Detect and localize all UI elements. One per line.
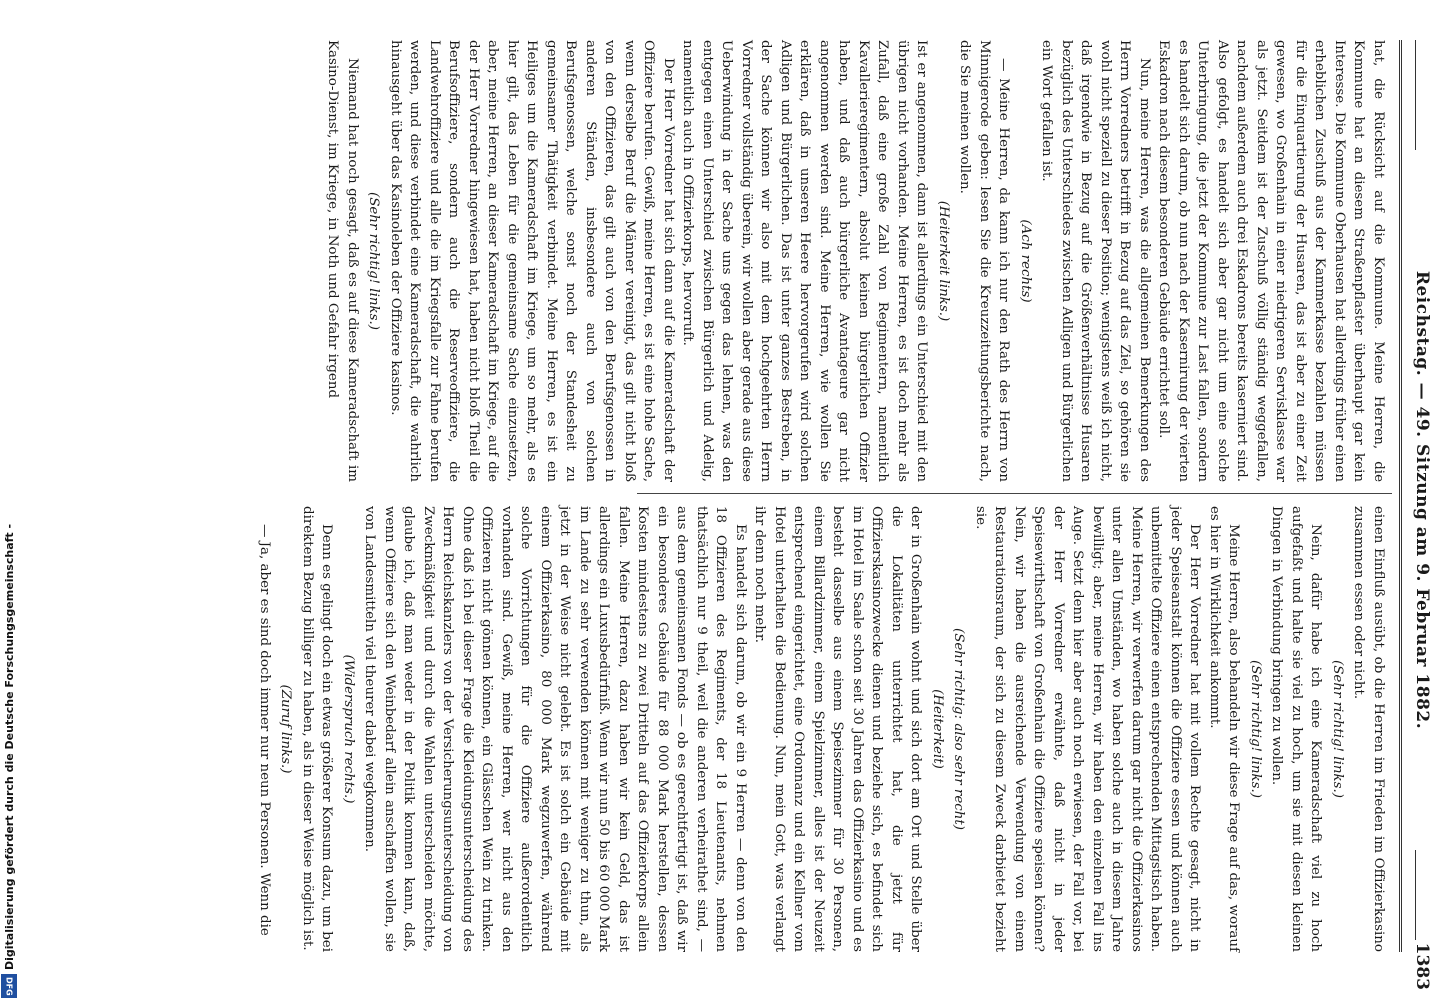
column-divider [637,493,1392,494]
interjection: (Heiterkeit links.) [936,200,951,322]
paragraph: Niemand hat noch gesagt, daß es auf diese Kameradschaft im Kasino-Dienst, im Kriege, in Noth und Gefahr irgend [325,40,360,482]
credit-strip [0,0,20,1000]
header-rule-left [1415,40,1416,150]
interjection: (Sehr richtig! links.) [366,192,382,330]
text-column-right [255,506,1389,952]
page-number: 1383 [1412,942,1432,990]
interjection: (Heiterkeit) [930,689,945,769]
header-rule [1399,40,1402,952]
interjection: (Sehr richtig! links.) [1248,660,1263,798]
paragraph: Meine Herren, also behandeln wir diese Frage auf das, worauf es hier in Wirklichkeit ankommt. [1207,506,1242,952]
paragraph: — Ja, aber es sind doch immer nur neun Personen. Wenn die [257,524,272,936]
paragraph: Es handelt sich darum, ob wir ein 9 Herren — denn von den 18 Offizieren des Regiments, der 18 Lieutenants, nehmen thatsächlich nur 9 theil, weil die anderen verheirathet sind, — aus dem gemeinsamen Fonds — ob es gerechtfertigt ist, daß wir ein besonderes Gebäude für 88 000 Mark herstellen, dessen Kosten mindestens zu zwei Dritteln auf das Offizierkorps allein fallen. Meine Herren, dazu haben wir kein Geld, das ist allerdings ein Luxusbedürfniß. Wenn wir nun 50 bis 60 000 Mark im Lande zu sehr verwenden können mit weniger zu thun, als jetzt in der Weise nicht gelebt. Es ist solch ein Gebäude mit einem Offizierkasino, 80 000 Mark wegzuwerfen, während solche Vorrichtungen für die Offiziere außerordentlich vorhanden sind. Gewiß, meine Herren, wer nicht aus den Offizieren nicht gönnen können, ein Glässchen Wein zu trinken. Ohne daß ich bei dieser Frage die Kleidungsunterscheidung des Herrn Reichskanzlers von der Versicherungsunterscheidung von Zweckmäßigkeit und durch die Wahlen unterscheiden möchte, glaube ich, daß man weder in der Politik kommen kann, daß, wenn Offiziere sich den Weinbedarf allein anschaffen wollen, sie von Landesmitteln viel theurer dabei wegkommen. [362,506,748,952]
paragraph: — Meine Herren, da kann ich nur den Rath des Herrn von Minnigerode geben: lesen Sie die Kreuzzeitungsberichte nach, die Sie meinen wollen. [957,40,1012,482]
digitization-credit: Digitalisierung gefördert durch die Deutsche Forschungsgemeinschaft - [3,523,16,970]
paragraph: der in Großenhain wohnt und sich dort am Ort und Stelle über die Lokalitäten unterrichtet hat, die jetzt für Offizierskasinozwecke dienen und beziehe sich, es befindet sich im Hotel im Saale schon seit 30 Jahren das Offizierkasino und es besteht dasselbe aus einem Speisezimmer für 30 Personen, einem Billardzimmer, einem Spielzimmer, alles ist der Neuzeit entsprechend eingerichtet, eine Ordonnanz und ein Kellner vom Hotel unterhalten die Bedienung. Nun, mein Gott, was verlangt ihr denn noch mehr. [752,506,924,952]
paragraph: Nein, dafür habe ich eine Kameradschaft viel zu hoch aufgefaßt und halte sie viel zu hoch, um sie mit diesen kleinen Dingen in Verbindung bringen zu wollen. [1269,506,1324,952]
paragraph: einen Einfluß ausübt, ob die Herren im Frieden im Offizierkasino zusammen essen oder nicht. [1351,506,1386,952]
header-rule-right [1415,850,1416,940]
paragraph: hat, die Rücksicht auf die Kommune. Meine Herren, die Kommune hat an diesem Straßenpflaster überhaupt gar kein Interesse. Die Kommune Oberhausen hat allerdings früher einen erheblichen Zuschuß aus der Kammerkasse bezahlen müssen für die Einquartierung der Husaren, das ist aber zu einer Zeit gewesen, wo Großenhain in einer niedrigeren Servisklasse war als jetzt. Seitdem ist der Zuschuß völlig ständig weggefallen, nachdem außerdem auch drei Eskadrons bereits kaserniert sind. Also gefolgt, es handelt sich aber gar nicht um eine solche Unterbringung, die jetzt der Kommune zur Last fallen, sondern es handelt sich darum, ob nun nach der Kasernirung der vierten Eskadron nach diesem besonderen Gebäude errichtet soll. [1156,40,1386,482]
interjection: (Ach rechts) [1018,219,1033,303]
page-header: Reichstag. — 49. Sitzung am 9. Februar 1882. [1412,270,1432,730]
paragraph: Nun, meine Herren, was die allgemeinen Bemerkungen des Herrn Vorredners betrifft in Bezug auf das Ziel, so gehören sie wohl nicht speziell zu dieser Position; wenigstens weiß ich nicht, daß irgendwie in Bezug auf die Größenverhältnisse Husaren bezüglich des Unterschiedes zwischen Adligen und Bürgerlichen ein Wort gefallen ist. [1039,40,1152,482]
paragraph: Denn es gelingt doch ein etwas größerer Konsum dazu, um bei direktem Bezug billiger zu haben, als in dieser Weise möglich ist. [300,506,335,952]
dfg-logo: DFG [1,974,17,998]
paragraph: Der Herr Vorredner hat mit vollem Rechte gesagt, nicht in jeder Speiseanstalt können die Offiziere essen und können auch unbemittelte Offiziere einen entsprechenden Mittagstisch haben. Meine Herren, wir verwerfen darum gar nicht die Offizierkasinos unter allen Umständen, wo haben solche auch in diesem Jahre bewilligt; aber, meine Herren, wir haben den einzelnen Fall ins Auge. Setzt denn hier aber auch noch erwiesen, der Fall vor, bei der Herr Vorredner erwähnte, daß nicht in jeder Speisewirthschaft von Großenhain die Offiziere speisen können? Nein, wir haben die ausreichende Verwendung von einem Restaurationsraum, der sich zu diesem Zweck darbietet bezieht sie. [973,506,1203,952]
paragraph: Ist er angenommen, dann ist allerdings ein Unterschied mit den übrigen nicht vorhanden. Meine Herren, es ist doch mehr als Zufall, daß eine große Zahl von Regimentern, namentlich Kavallerieregimentern, absolut keinen bürgerlichen Offizier haben, und daß auch bürgerliche Avantageure gar nicht angenommen werden sind. Meine Herren, wie wollen Sie erklären, daß in unseren Heere hervorgerufen wird solchen Adligen und Bürgerlichen. Das ist unter ganzes Bestreben, in der Sache können wir also mit dem hochgeehrten Herrn Vorredner vollständig überein, wir wollen aber gerade aus diese Ueberwindung in der Sache uns gegen das lehnen, was den entgegen einen Unterschied zwischen Bürgerlich und Adelig, namentlich auch in Offizierkorps, hervorruft. [680,40,930,482]
interjection: (Sehr richtig: also sehr recht) [951,627,967,830]
paragraph: Der Herr Vorredner hat sich dann auf die Kameradschaft der Offiziere berufen. Gewiß, meine Herren, es ist eine hohe Sache, wenn derselbe Beruf die Männer vereinigt, das gilt nicht bloß von den Offizieren, das gilt auch von den Berufsgenossen in anderen Ständen, insbesondere auch von solchen Berufsgenossen, welche sonst noch der Standesheit zu gemeinsamer Thätigkeit verbindet. Meine Herren, es ist ein Heiliges um die Kameradschaft im Kriege, um so mehr, als es hier gilt, das Leben für die gemeinsame Sache einzusetzen, aber, meine Herren, an dieser Kameradschaft im Kriege, auf die der Herr Vorredner hingewiesen hat, haben nicht bloß Theil die Berufsoffiziere, sondern auch die Reserveoffiziere, die Landwehroffiziere und alle die im Kriegsfalle zur Fahne berufen werden, und diese verbindet eine Kameradschaft, die wahrlich hinausgeht über das Kasinoleben der Offiziere kasinos. [388,40,676,482]
text-column-left [323,40,1388,482]
interjection: (Zuruf links.) [278,684,294,774]
interjection: (Widerspruch rechts.) [341,654,356,804]
interjection: (Sehr richtig! links.) [1330,660,1345,798]
